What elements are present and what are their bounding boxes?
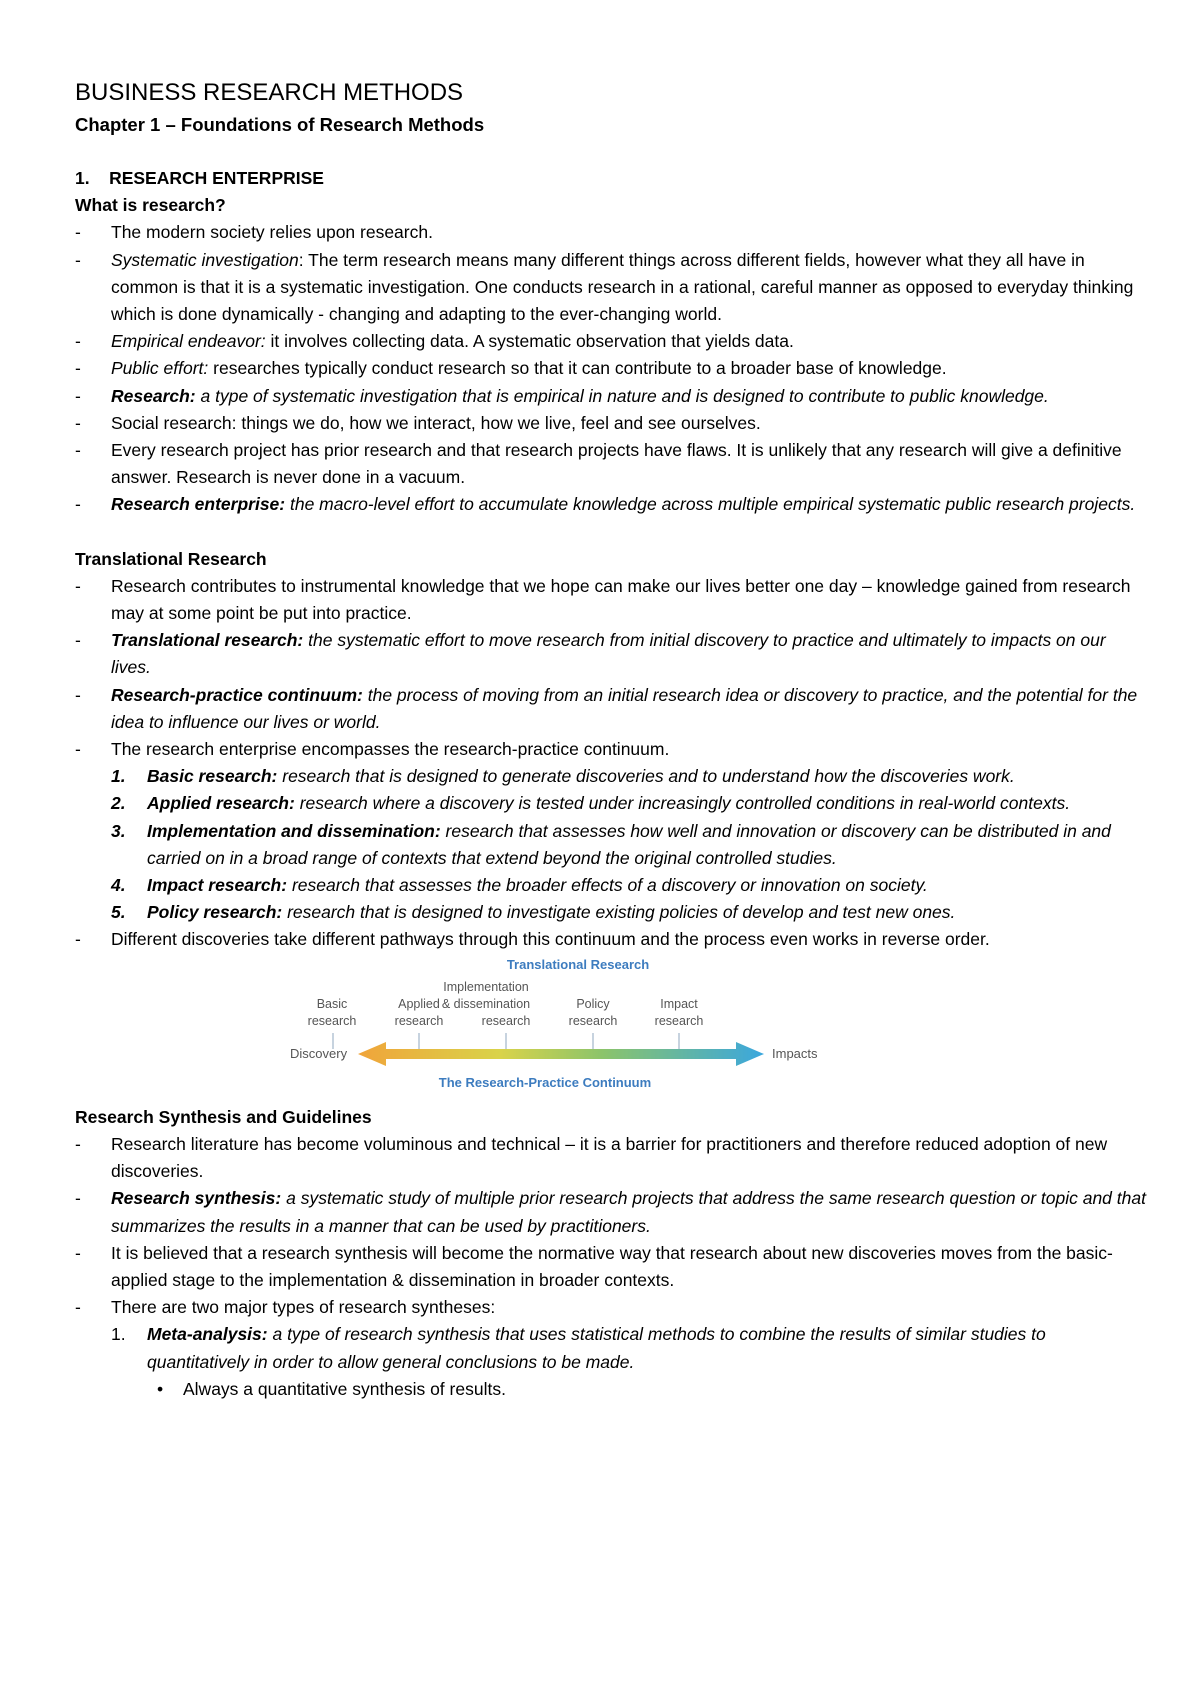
item-term: Systematic investigation [111,249,299,270]
synthesis-list [75,1131,1150,1321]
subheading-research-synthesis: Research Synthesis and Guidelines [75,1106,372,1127]
stage-text: research where a discovery is tested under increasingly controlled conditions in real-world contexts. [294,793,1071,814]
bullet-text: Always a quantitative synthesis of results. [183,1378,506,1399]
translational-list [75,573,1150,763]
item-text: the process of moving from an initial research idea or discovery to practice, and the potential for the idea to influence our lives or world. [111,684,1138,732]
document-page [75,78,1150,1403]
item-text: : The term research means many different things across different fields, however what they all have in common is that it is a systematic investigation. One conducts research in a rational, careful manner as opposed to everyday thinking which is done dynamically - changing and adapting to the ever-changing world. [111,249,1134,325]
stage-number: 2. [111,793,126,814]
stage-label-line2: research [654,1013,704,1028]
item-term: Research-practice continuum: [111,684,363,705]
meta-analysis-bullets [75,1376,1150,1403]
stage-text: research that assesses the broader effects of a discovery or innovation on society. [287,875,928,896]
stage-term: Implementation and dissemination: [147,820,441,841]
subheading-what-is-research: What is research? [75,195,226,216]
stage-number: 1. [111,766,126,787]
list-item [75,627,1150,681]
stage-label-line2: research [568,1013,618,1028]
item-text: There are two major types of research syntheses: [111,1297,496,1318]
stage-item [75,899,1150,926]
figure-bottom-label: The Research-Practice Continuum [438,1074,652,1090]
list-item [75,1294,1150,1321]
synthesis-types-list [75,1321,1150,1403]
stage-label-line1: Applied [398,996,440,1011]
item-text: It is believed that a research synthesis will become the normative way that research about new discoveries moves from the basic-applied stage to the implementation & dissemination in broader contexts. [111,1242,1113,1290]
item-text: the systematic effort to move research from initial discovery to practice and ultimately to impacts on our lives. [111,630,1106,678]
item-text: a type of systematic investigation that is empirical in nature and is designed to contribute to public knowledge. [195,385,1049,406]
stage-text: research that is designed to investigate existing policies of develop and test new ones. [282,902,956,923]
stage-label-line1: Basic [316,996,348,1011]
item-text: The modern society relies upon research. [111,222,433,243]
stage-label-line1: & dissemination [441,996,531,1011]
stage-label-line1: Policy [576,996,610,1011]
list-item [75,355,1150,382]
list-item [75,736,1150,763]
bullet-item [75,1376,1150,1403]
item-term: Research: [111,385,196,406]
item-text: Social research: things we do, how we interact, how we live, feel and see ourselves. [111,412,761,433]
stage-label-line1: Impact [660,996,698,1011]
stage-text: research that is designed to generate discoveries and to understand how the discoveries work. [277,766,1015,787]
section-heading [75,165,1150,192]
item-text: Different discoveries take different pathways through this continuum and the process even works in reverse order. [111,929,990,950]
list-item [75,410,1150,437]
list-item [75,219,1150,246]
stage-label-line0: Implementation [443,979,529,994]
list-item [75,437,1150,491]
item-text: a systematic study of multiple prior research projects that address the same research question or topic and that summarizes the results in a manner that can be used by practitioners. [111,1188,1146,1236]
stage-number: 3. [111,820,126,841]
section-number: 1. [75,168,90,188]
item-text: Every research project has prior research and that research projects have flaws. It is unlikely that any research will give a definitive answer. Research is never done in a vacuum. [111,440,1122,488]
stage-item [75,818,1150,872]
list-item [75,247,1150,329]
figure-top-label: Translational Research [506,956,650,972]
stage-item [75,763,1150,790]
section-title: RESEARCH ENTERPRISE [109,168,324,188]
type-text: a type of research synthesis that uses statistical methods to combine the results of similar studies to quantitatively in order to allow general conclusions to be made. [147,1324,1046,1372]
stage-number: 4. [111,875,126,896]
list-item [75,1131,1150,1185]
list-item [75,383,1150,410]
list-item [75,682,1150,736]
continuum-diagram [290,954,870,1104]
chapter-title: Chapter 1 – Foundations of Research Methods [75,114,485,135]
type-number: 1. [111,1324,126,1345]
figure-left-end: Discovery [290,1045,348,1061]
synthesis-type-item [75,1321,1150,1403]
item-text: the macro-level effort to accumulate knowledge across multiple empirical systematic public research projects. [285,494,1136,515]
item-term: Research synthesis: [111,1188,282,1209]
list-item [75,1240,1150,1294]
item-term: Translational research: [111,630,304,651]
stage-label-line2: research [481,1013,531,1028]
stage-text: research that assesses how well and innovation or discovery can be distributed in and carried on in a broad range of contexts that extend beyond the original controlled studies. [147,820,1111,868]
translational-list-end [75,926,1150,953]
stage-label-line2: research [394,1013,444,1028]
continuum-stages-list [75,763,1150,926]
stage-item [75,790,1150,817]
item-text: researches typically conduct research so that it can contribute to a broader base of knowledge. [208,358,947,379]
item-text: Research literature has become voluminous and technical – it is a barrier for practitioners and therefore reduced adoption of new discoveries. [111,1133,1108,1182]
figure-right-end: Impacts [772,1045,818,1061]
item-text: Research contributes to instrumental knowledge that we hope can make our lives better one day – knowledge gained from research may at some point be put into practice. [111,575,1131,624]
list-item [75,573,1150,627]
subheading-translational-research: Translational Research [75,548,267,569]
list-item [75,491,1150,518]
continuum-figure [75,954,1150,1104]
stage-term: Impact research: [147,875,288,896]
type-term: Meta-analysis: [147,1324,268,1345]
stage-term: Applied research: [147,793,295,814]
item-term: Empirical endeavor: [111,331,266,352]
list-item [75,1185,1150,1239]
list-item [75,926,1150,953]
stage-item [75,872,1150,899]
what-is-research-list [75,219,1150,518]
item-text: The research enterprise encompasses the research-practice continuum. [111,739,670,760]
document-title: BUSINESS RESEARCH METHODS [75,79,464,106]
stage-term: Policy research: [147,902,283,923]
item-term: Public effort: [111,358,209,379]
stage-label-line2: research [307,1013,357,1028]
item-term: Research enterprise: [111,494,286,515]
list-item [75,328,1150,355]
item-text: it involves collecting data. A systematic observation that yields data. [265,331,794,352]
stage-term: Basic research: [147,766,278,787]
stage-number: 5. [111,902,126,923]
